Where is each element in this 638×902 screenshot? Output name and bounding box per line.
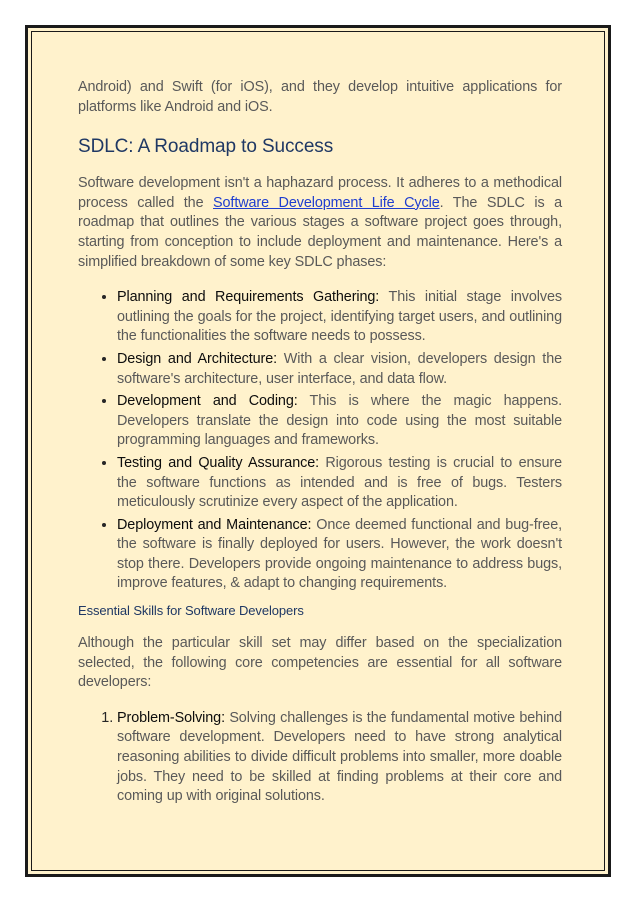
- phase-description: Rigorous testing is crucial to ensure the software functions as intended and is free of bugs. Testers meticulously scrutinize every aspect of the application.: [117, 454, 562, 511]
- skills-heading: Essential Skills for Software Developers: [78, 603, 304, 619]
- skills-intro-paragraph: Although the particular skill set may differ based on the specialization selected, the following core competencies are essential for all software developers:: [78, 635, 562, 691]
- sdlc-paragraph-end: . The SDLC is a roadmap that outlines the various stages a software project goes through, starting from conception to include deployment and maintenance. Here's a simplified breakdown of some key SDLC phases:: [78, 194, 562, 270]
- sdlc-link[interactable]: Software Development Life Cycle: [213, 194, 440, 211]
- list-item: [117, 516, 562, 594]
- sdlc-paragraph-start: Software development isn't a haphazard process. It adheres to a methodical process called the: [78, 175, 562, 211]
- phase-term: Development and Coding:: [117, 393, 298, 410]
- document-page: [25, 25, 611, 877]
- phase-description: With a clear vision, developers design the software's architecture, user interface, and data flow.: [117, 350, 563, 387]
- phase-term: Planning and Requirements Gathering:: [117, 289, 380, 306]
- list-item: [117, 709, 562, 807]
- phase-term: Design and Architecture:: [117, 350, 278, 367]
- page-content: [78, 78, 562, 810]
- skills-list: [78, 709, 562, 807]
- sdlc-heading: SDLC: A Roadmap to Success: [78, 136, 334, 158]
- list-item: [117, 454, 562, 513]
- phase-term: Deployment and Maintenance:: [117, 516, 312, 533]
- phase-description: This initial stage involves outlining the goals for the project, identifying target users, and outlining the functionalities the software needs to possess.: [117, 289, 562, 345]
- list-item: [117, 288, 562, 347]
- phase-term: Testing and Quality Assurance:: [117, 454, 319, 471]
- sdlc-phases-list: [78, 288, 562, 594]
- sdlc-paragraph: [78, 174, 562, 272]
- skill-description: Solving challenges is the fundamental motive behind software development. Developers need to have strong analytical reasoning abilities to divide difficult problems into smaller, more doable jobs. They need to be skilled at finding problems at their core and coming up with original solutions.: [117, 709, 562, 805]
- intro-continuation-paragraph: Android) and Swift (for iOS), and they develop intuitive applications for platforms like Android and iOS.: [78, 79, 562, 115]
- list-item: [117, 350, 562, 389]
- list-item: [117, 392, 562, 451]
- skill-term: Problem-Solving:: [117, 709, 225, 726]
- phase-description: Once deemed functional and bug-free, the software is finally deployed for users. However, the work doesn't stop there. Developers provide ongoing maintenance to address bugs, improve features, & adapt to changing requirements.: [117, 516, 563, 592]
- phase-description: This is where the magic happens. Developers translate the design into code using the most suitable programming languages and frameworks.: [117, 393, 562, 449]
